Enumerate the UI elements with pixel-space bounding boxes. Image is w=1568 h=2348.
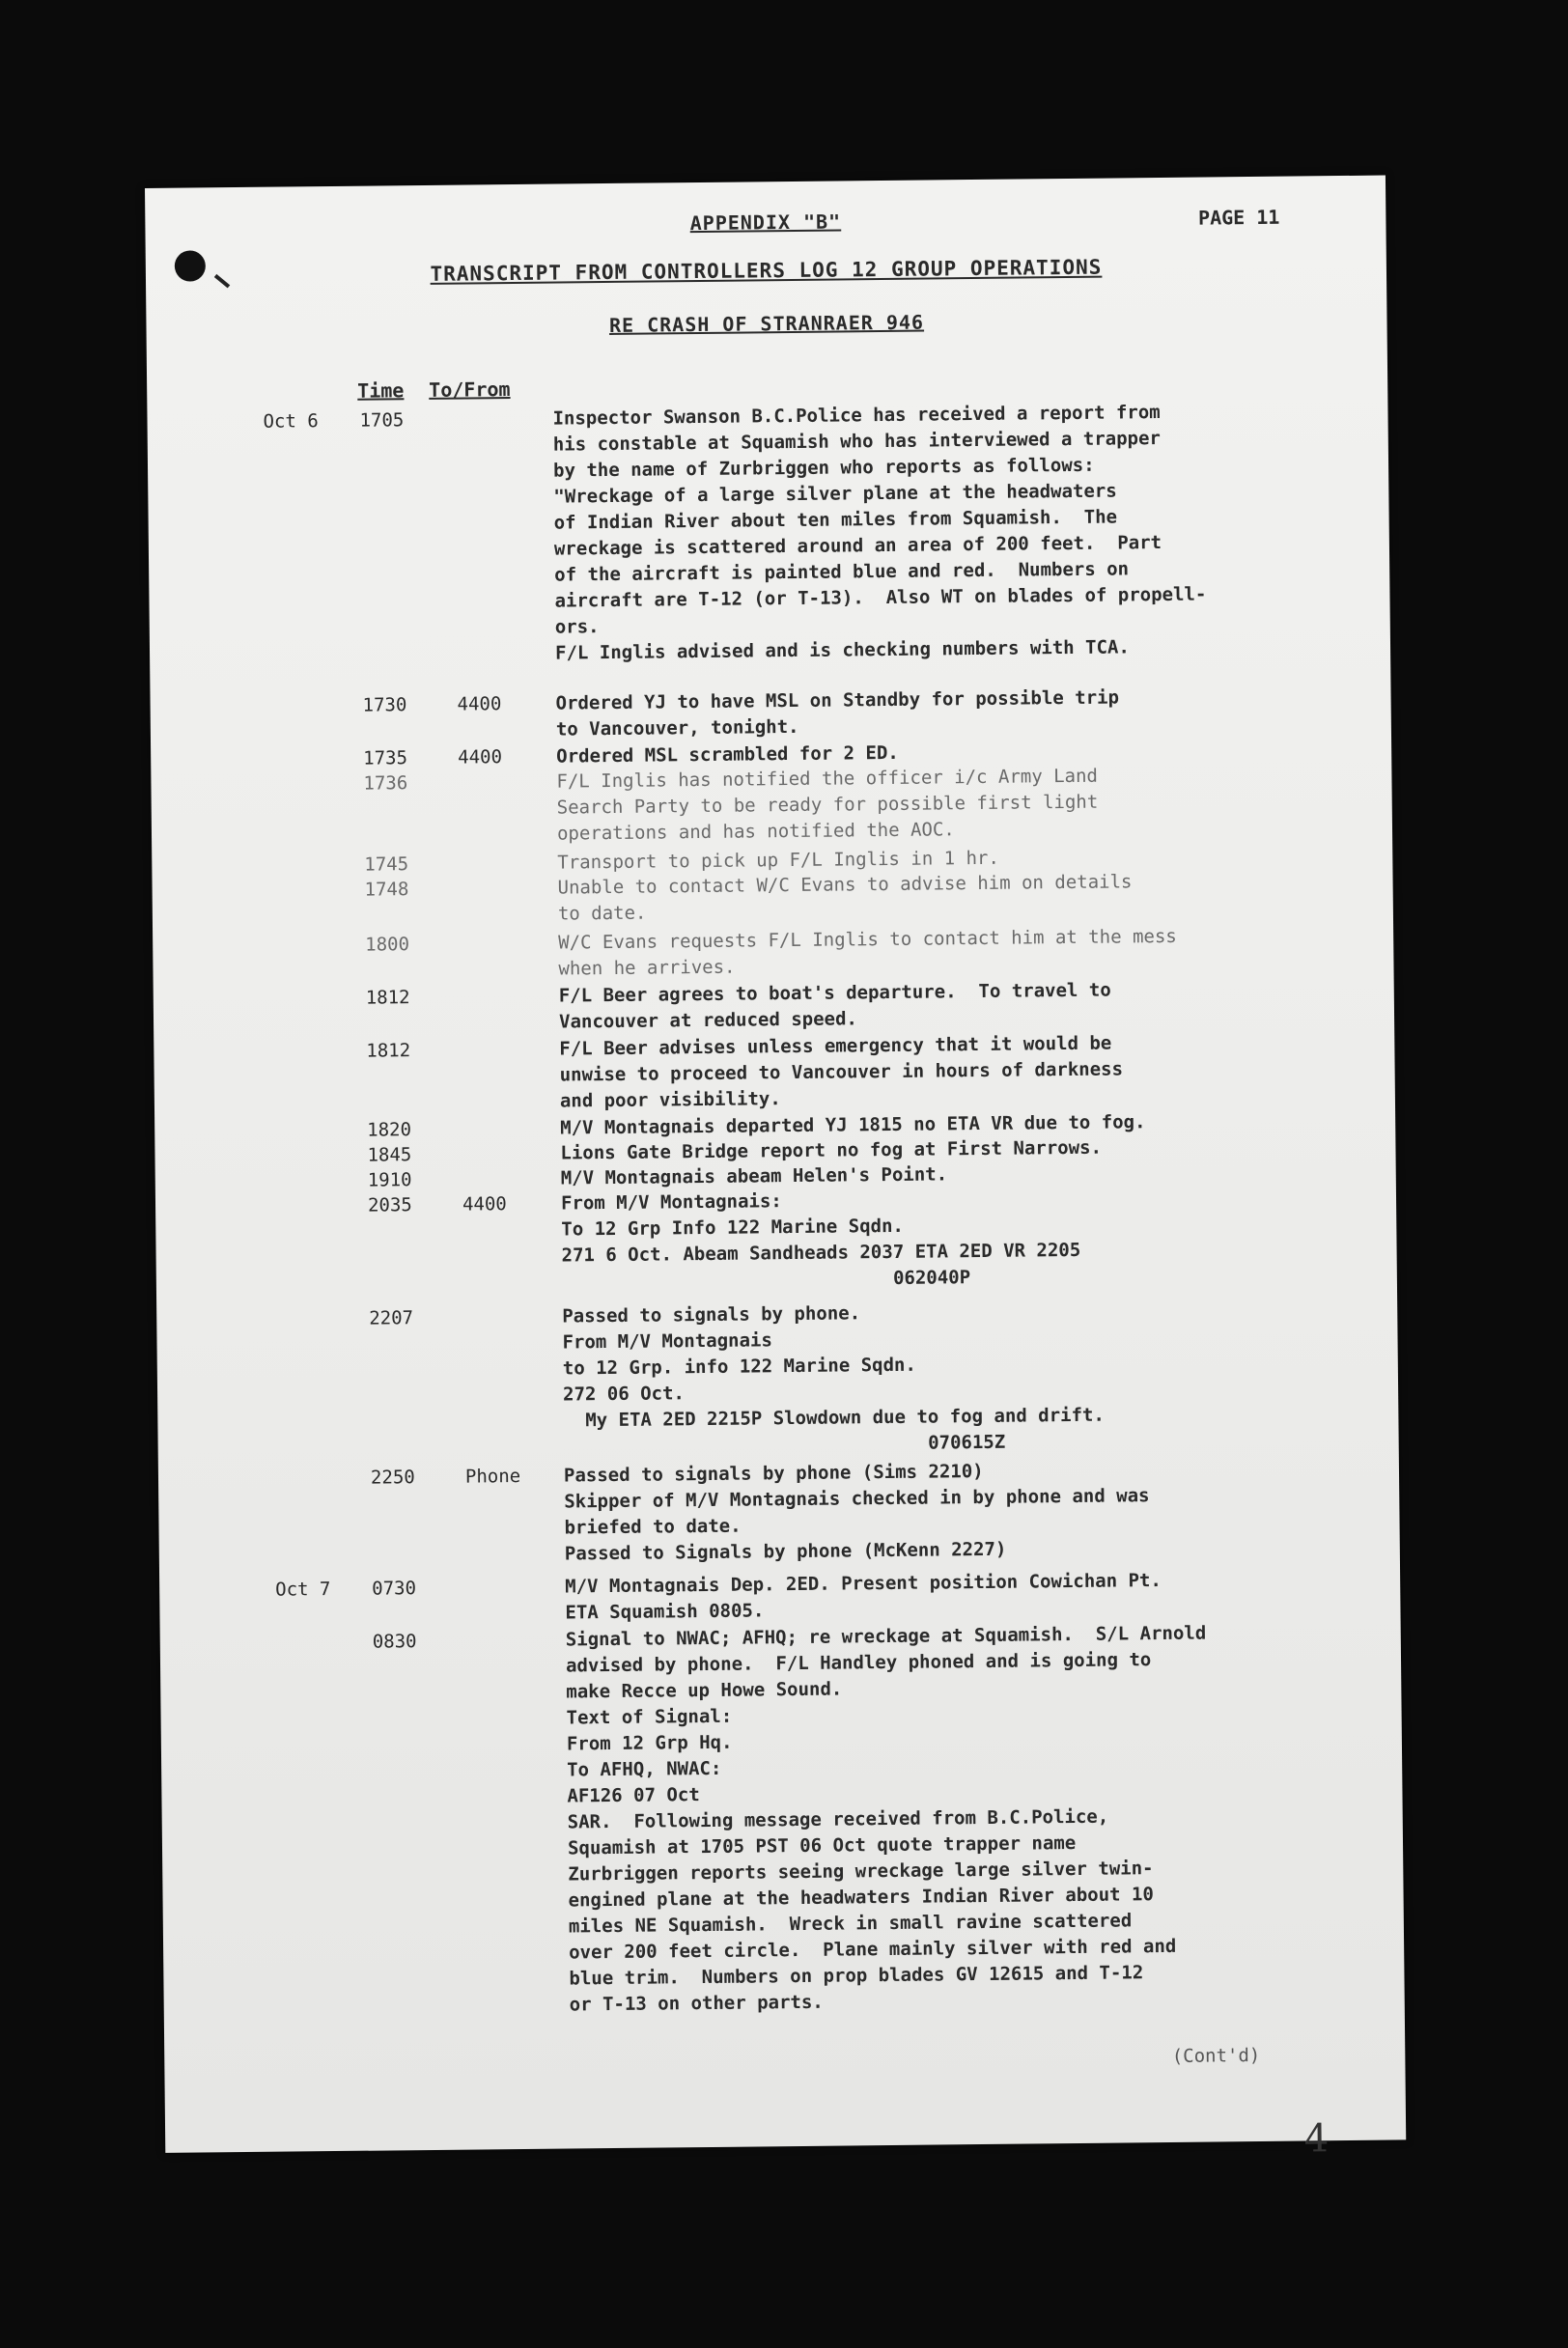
entry-time: 2035 xyxy=(367,1194,412,1216)
document-page xyxy=(145,176,1406,2162)
entry-text: M/V Montagnais abeam Helen's Point. xyxy=(560,1163,948,1189)
entry-to-from: 4400 xyxy=(457,693,502,715)
entry-time: 2207 xyxy=(369,1307,414,1329)
entry-text: Signal to NWAC; AFHQ; re wreckage at Squamish. S/L Arnold advised by phone. F/L Handley phoned and is going to make Recce up Howe Sound. Text of Signal: From 12 Grp Hq. To AFHQ, NWAC: AF126 07 Oct SAR. Following message received from B.C.Police, Squamish at 1705 PST 06 Oct quote trapper name Zurbriggen reports seeing wreckage large silver twin- engined plane at the headwaters Indian River about 10 miles NE Squamish. Wreck in small ravine scattered over 200 feet circle. Plane mainly silver with red and blue trim. Numbers on prop blades GV 12615 and T-12 or T-13 on other parts. xyxy=(565,1622,1207,2016)
entry-text: Lions Gate Bridge report no fog at First Narrows. xyxy=(560,1136,1103,1164)
document-title: TRANSCRIPT FROM CONTROLLERS LOG 12 GROUP OPERATIONS xyxy=(430,255,1103,286)
continued-note: (Cont'd) xyxy=(1171,2045,1261,2067)
entry-text: Transport to pick up F/L Inglis in 1 hr. xyxy=(557,847,999,874)
document-subtitle: RE CRASH OF STRANRAER 946 xyxy=(608,310,925,337)
entry-time: 1705 xyxy=(359,409,405,432)
log-entry xyxy=(159,1565,1400,1624)
entry-time: 1730 xyxy=(362,694,407,716)
entry-time: 1745 xyxy=(364,853,409,876)
entry-text: Inspector Swanson B.C.Police has received a report from his constable at Squamish who has interviewed a trapper by the name of Zurbriggen who reports as follows: "Wreckage of a large silver plane at the headwaters of Indian River about ten miles from Squamish. The wreckage is scattered around an area of 200 feet. Part of the aircraft is painted blue and red. Numbers on aircraft are T-12 (or T-13). Also WT on blades of propell- ors. F/L Inglis advised and is checking numbers with TCA. xyxy=(552,402,1207,664)
entry-time: 1845 xyxy=(367,1144,412,1166)
log-entry xyxy=(156,1295,1397,1458)
entry-time: 0730 xyxy=(372,1578,417,1600)
entry-time: 1812 xyxy=(365,987,410,1009)
entry-text: Unable to contact W/C Evans to advise him on details to date. xyxy=(557,871,1133,925)
entry-time: 1736 xyxy=(363,772,408,795)
entry-text: Ordered MSL scrambled for 2 ED. xyxy=(556,741,899,768)
column-header-time: Time xyxy=(357,378,405,403)
entry-text: M/V Montagnais departed YJ 1815 no ETA VR due to fog. xyxy=(560,1111,1146,1139)
log-entry xyxy=(147,398,1387,664)
entry-to-from: Phone xyxy=(464,1465,521,1488)
log-entry xyxy=(150,683,1390,741)
handwritten-initial: 4 xyxy=(1303,2116,1330,2162)
entry-date: Oct 7 xyxy=(275,1579,331,1601)
entry-to-from: 4400 xyxy=(462,1193,507,1216)
entry-text: F/L Beer agrees to boat's departure. To travel to Vancouver at reduced speed. xyxy=(558,979,1111,1033)
entry-to-from: 4400 xyxy=(458,746,503,769)
entry-text: From M/V Montagnais: To 12 Grp Info 122 Marine Sqdn. 271 6 Oct. Abeam Sandheads 2037 ETA 2ED VR 2205 062040P xyxy=(560,1190,1081,1293)
entry-text: F/L Beer advises unless emergency that it would be unwise to proceed to Vancouver in hours of darkness and poor visibility. xyxy=(559,1032,1124,1112)
entry-time: 1820 xyxy=(367,1119,412,1141)
entry-time: 1812 xyxy=(366,1040,411,1062)
entry-time: 1748 xyxy=(364,879,409,901)
entry-text: Passed to signals by phone (Sims 2210) Skipper of M/V Montagnais checked in by phone and was briefed to date. Passed to Signals by phone (McKenn 2227) xyxy=(563,1460,1150,1565)
entry-time: 1800 xyxy=(365,934,410,956)
entry-time: 0830 xyxy=(372,1631,417,1653)
entry-text: F/L Inglis has notified the officer i/c Army Land Search Party to be ready for possible first light operations and has notified the AOC. xyxy=(556,765,1099,845)
entry-text: W/C Evans requests F/L Inglis to contact him at the mess when he arrives. xyxy=(558,925,1177,980)
column-header-to-from: To/From xyxy=(429,377,511,402)
appendix-heading: APPENDIX "B" xyxy=(689,210,842,236)
entry-time: 1910 xyxy=(367,1169,412,1191)
entry-time: 1735 xyxy=(363,747,408,769)
entry-time: 2250 xyxy=(370,1467,415,1489)
entry-date: Oct 6 xyxy=(263,410,319,433)
page-number: PAGE 11 xyxy=(1197,205,1280,230)
entry-text: Passed to signals by phone. From M/V Montagnais to 12 Grp. info 122 Marine Sqdn. 272 06 Oct. My ETA 2ED 2215P Slowdown due to fog and drift. 070615Z xyxy=(562,1302,1105,1458)
entry-text: Ordered YJ to have MSL on Standby for possible trip to Vancouver, tonight. xyxy=(555,686,1120,741)
entry-text: M/V Montagnais Dep. 2ED. Present position Cowichan Pt. ETA Squamish 0805. xyxy=(565,1570,1162,1624)
